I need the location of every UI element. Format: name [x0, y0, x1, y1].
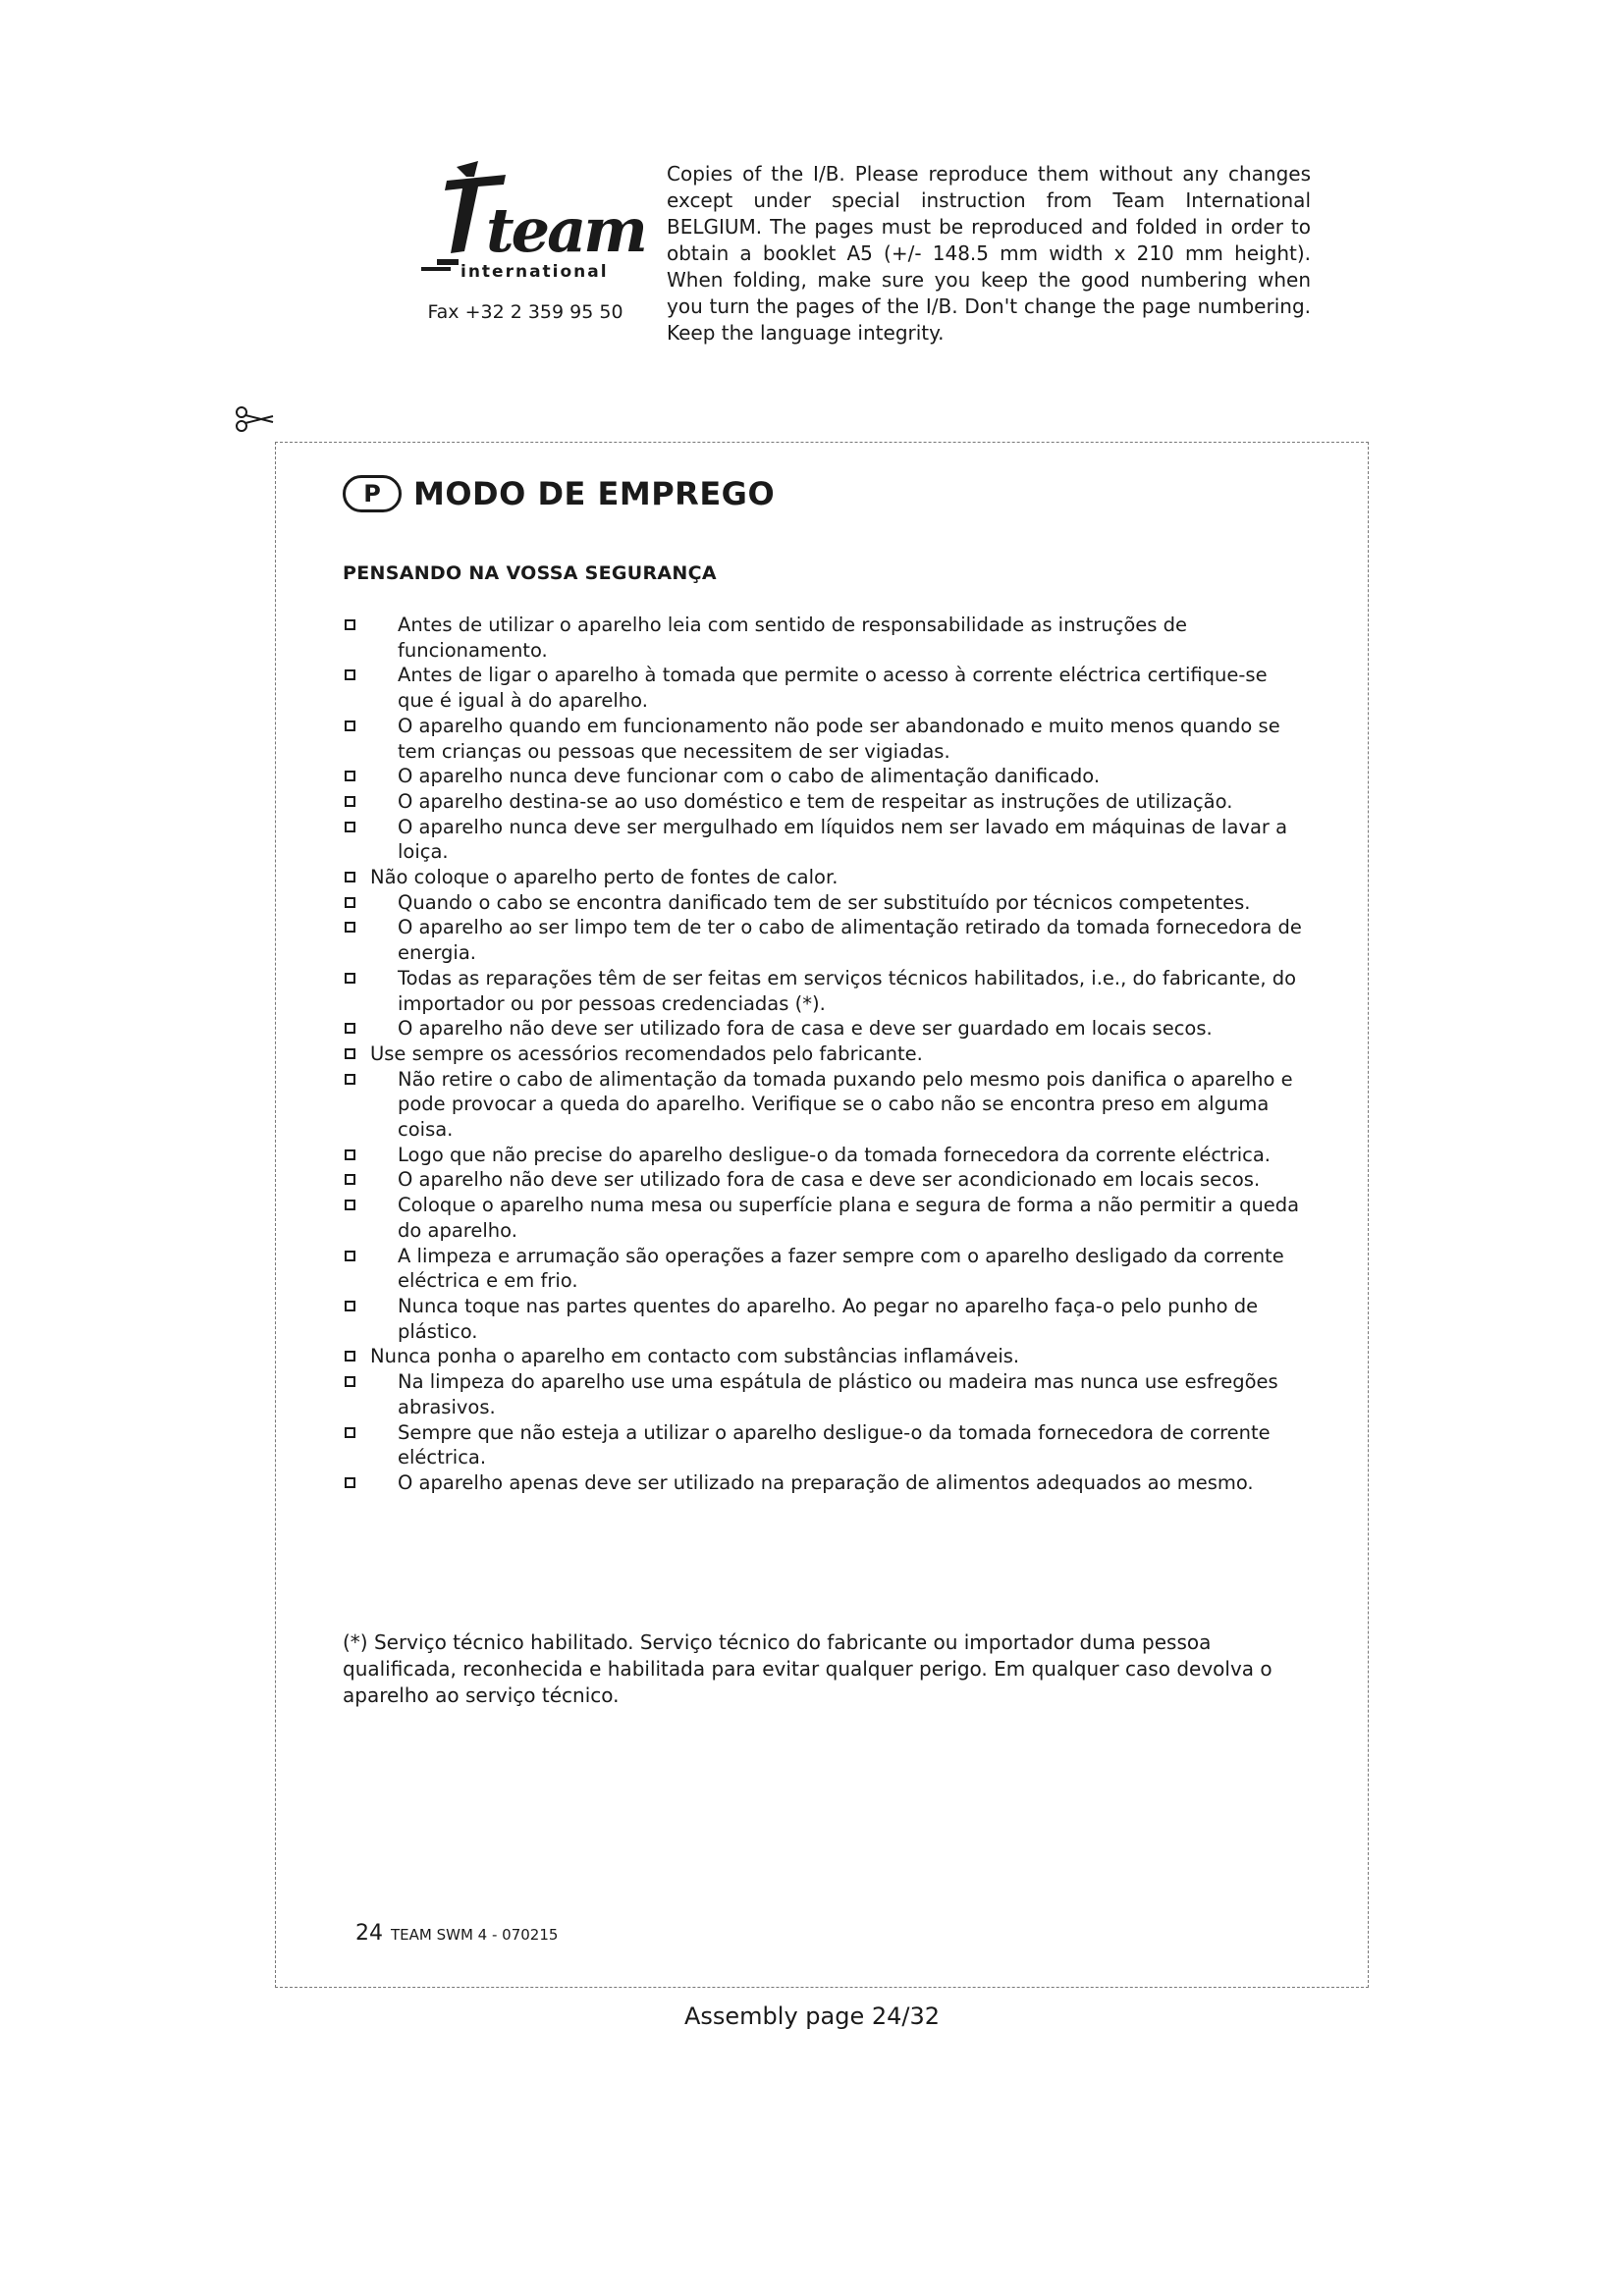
- svg-text:international: international: [460, 262, 609, 282]
- page-number: 24: [355, 1921, 383, 1946]
- list-item-text: Antes de ligar o aparelho à tomada que permite o acesso à corrente eléctrica certifique-se que é igual à do aparelho.: [398, 664, 1268, 713]
- checkbox-bullet-icon: [345, 1427, 355, 1438]
- list-item-text: Nunca toque nas partes quentes do aparelho. Ao pegar no aparelho faça-o pelo punho de plástico.: [398, 1294, 1259, 1343]
- team-international-logo: [417, 157, 645, 290]
- list-item: [343, 815, 1305, 865]
- list-item: [343, 764, 1305, 789]
- checkbox-bullet-icon: [345, 721, 355, 731]
- list-item: [343, 1016, 1305, 1041]
- list-item-text: O aparelho destina-se ao uso doméstico e tem de respeitar as instruções de utilização.: [398, 789, 1233, 813]
- list-item-text: Logo que não precise do aparelho desligue-o da tomada fornecedora da corrente eléctrica.: [398, 1143, 1272, 1166]
- list-item-text: Quando o cabo se encontra danificado tem de ser substituído por técnicos competentes.: [398, 890, 1251, 914]
- list-item-text: Na limpeza do aparelho use uma espátula de plástico ou madeira mas nunca use esfregões abrasivos.: [398, 1370, 1278, 1418]
- list-item: [343, 966, 1305, 1016]
- list-item-text: Use sempre os acessórios recomendados pelo fabricante.: [370, 1041, 923, 1065]
- list-item: [343, 1244, 1305, 1294]
- checkbox-bullet-icon: [345, 796, 355, 807]
- checkbox-bullet-icon: [345, 1376, 355, 1387]
- section-heading: [343, 469, 775, 518]
- list-item-text: O aparelho não deve ser utilizado fora de casa e deve ser guardado em locais secos.: [398, 1017, 1213, 1041]
- footnote: (*) Serviço técnico habilitado. Serviço técnico do fabricante ou importador duma pessoa qualificada, reconhecida e habilitada para evitar qualquer perigo. Em qualquer caso devolva o aparelho ao serviço técnico.: [343, 1630, 1272, 1707]
- list-item: [343, 1369, 1305, 1419]
- list-item: [343, 890, 1305, 916]
- list-item-text: Todas as reparações têm de ser feitas em serviços técnicos habilitados, i.e., do fabricante, do importador ou por pessoas credenciadas (*).: [398, 966, 1297, 1015]
- list-item-text: O aparelho apenas deve ser utilizado na preparação de alimentos adequados ao mesmo.: [398, 1470, 1254, 1494]
- model-code: TEAM SWM 4 - 070215: [391, 1926, 559, 1944]
- checkbox-bullet-icon: [345, 1251, 355, 1261]
- list-item: [343, 789, 1305, 815]
- list-item-text: O aparelho ao ser limpo tem de ter o cabo de alimentação retirado da tomada fornecedora de energia.: [398, 916, 1302, 965]
- list-item: [343, 915, 1305, 965]
- list-item: [343, 1067, 1305, 1143]
- list-item-text: O aparelho nunca deve funcionar com o cabo de alimentação danificado.: [398, 765, 1101, 788]
- list-item-text: Não coloque o aparelho perto de fontes de calor.: [370, 866, 839, 889]
- list-item: [343, 1420, 1305, 1470]
- reproduction-instructions: Copies of the I/B. Please reproduce them without any changes except under special instruction from Team International BELGIUM. The pages must be reproduced and folded in order to obtain a booklet A5 (+/- 148.5 mm width x 210 mm height). When folding, make sure you keep the good numbering when you turn the pages of the I/B. Don't change the page numbering. Keep the language integrity.: [667, 162, 1311, 345]
- checkbox-bullet-icon: [345, 872, 355, 882]
- list-item: [343, 1041, 1305, 1067]
- list-item-text: A limpeza e arrumação são operações a fazer sempre com o aparelho desligado da corrente eléctrica e em frio.: [398, 1244, 1284, 1293]
- language-badge: P: [343, 475, 402, 512]
- checkbox-bullet-icon: [345, 822, 355, 832]
- list-item: [343, 663, 1305, 713]
- checkbox-bullet-icon: [345, 1477, 355, 1488]
- list-item-text: Sempre que não esteja a utilizar o aparelho desligue-o da tomada fornecedora de corrente eléctrica.: [398, 1420, 1271, 1469]
- assembly-page-label: Assembly page 24/32: [683, 2002, 941, 2030]
- list-item: [343, 1470, 1305, 1496]
- fax-number: Fax +32 2 359 95 50: [427, 301, 623, 323]
- list-item: [343, 1143, 1305, 1168]
- checkbox-bullet-icon: [345, 1200, 355, 1210]
- list-item-text: O aparelho nunca deve ser mergulhado em líquidos nem ser lavado em máquinas de lavar a loiça.: [398, 815, 1288, 864]
- checkbox-bullet-icon: [345, 1301, 355, 1311]
- list-item: [343, 1294, 1305, 1344]
- checkbox-bullet-icon: [345, 1149, 355, 1160]
- list-item-text: Não retire o cabo de alimentação da tomada puxando pelo mesmo pois danifica o aparelho e pode provocar a queda do aparelho. Verifique se o cabo não se encontra preso em alguma coisa.: [398, 1067, 1293, 1142]
- list-item-text: Antes de utilizar o aparelho leia com sentido de responsabilidade as instruções de funcionamento.: [398, 614, 1188, 662]
- list-item-text: Nunca ponha o aparelho em contacto com substâncias inflamáveis.: [370, 1345, 1020, 1368]
- list-item: [343, 1344, 1305, 1369]
- list-item-text: Coloque o aparelho numa mesa ou superfície plana e segura de forma a não permitir a queda do aparelho.: [398, 1194, 1300, 1242]
- checkbox-bullet-icon: [345, 771, 355, 781]
- svg-text:team: team: [486, 194, 645, 266]
- list-item: [343, 1167, 1305, 1193]
- section-title: MODO DE EMPREGO: [413, 475, 776, 512]
- list-item: [343, 613, 1305, 663]
- section-subtitle: PENSANDO NA VOSSA SEGURANÇA: [343, 562, 717, 584]
- checkbox-bullet-icon: [345, 669, 355, 680]
- checkbox-bullet-icon: [345, 922, 355, 933]
- checkbox-bullet-icon: [345, 973, 355, 984]
- checkbox-bullet-icon: [345, 619, 355, 630]
- checkbox-bullet-icon: [345, 1351, 355, 1362]
- checkbox-bullet-icon: [345, 1023, 355, 1034]
- list-item: [343, 865, 1305, 890]
- list-item-text: O aparelho quando em funcionamento não pode ser abandonado e muito menos quando se tem crianças ou pessoas que necessitem de ser vigiadas.: [398, 714, 1280, 763]
- page-footer: [355, 1921, 558, 1946]
- checkbox-bullet-icon: [345, 1048, 355, 1059]
- list-item-text: O aparelho não deve ser utilizado fora de casa e deve ser acondicionado em locais secos.: [398, 1168, 1261, 1192]
- list-item: [343, 714, 1305, 764]
- checkbox-bullet-icon: [345, 897, 355, 908]
- scissors-icon: [234, 404, 283, 434]
- checkbox-bullet-icon: [345, 1074, 355, 1085]
- checkbox-bullet-icon: [345, 1174, 355, 1185]
- list-item: [343, 1193, 1305, 1243]
- safety-instructions-list: [343, 613, 1305, 1496]
